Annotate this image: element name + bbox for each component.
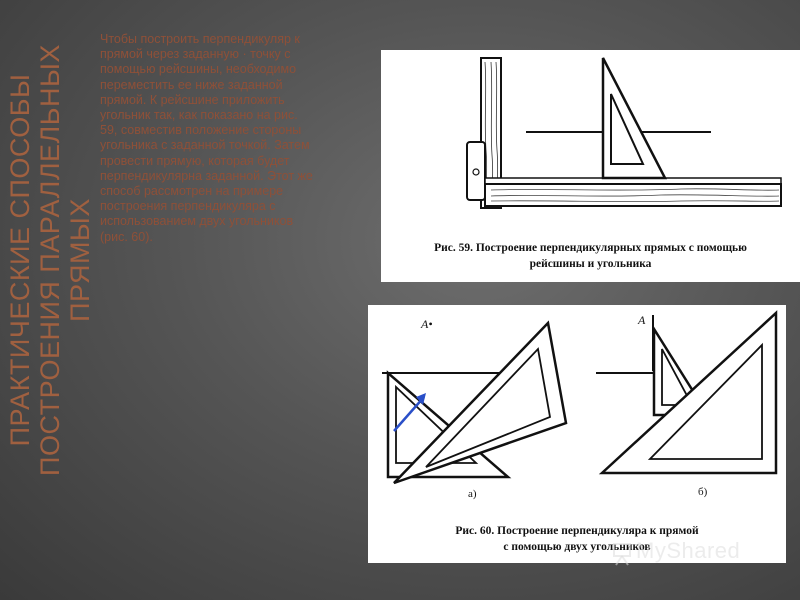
figure-59-caption-line2: рейсшины и угольника	[529, 258, 652, 270]
watermark-easel-icon	[612, 542, 632, 566]
figure-60a-point-label: A•	[421, 317, 433, 331]
figure-59	[381, 50, 800, 282]
figure-59-caption	[381, 240, 800, 272]
figure-60-drawing	[368, 305, 786, 505]
figure-60-caption-line2: с помощью двух угольников	[503, 541, 651, 553]
figure-60a-label: а)	[468, 488, 477, 500]
figure-60	[368, 305, 786, 563]
figure-59-caption-line1: Рис. 59. Построение перпендикулярных прямых с помощью	[434, 242, 747, 254]
watermark-text: MyShared	[636, 538, 741, 563]
title-area	[0, 0, 100, 600]
slide-body-text: Чтобы построить перпендикуляр к прямой через заданную · точку с помощью рейсшины, необходимо переместить ее ниже заданной прямой. К рейсшине приложить угольник так, как показано на рис. 59, совместив положение стороны угольника с заданной точкой. Затем провести прямую, которая будет перпендикулярна заданной. Этот же способ рассмотрен на примере построения перпендикуляра с использованием двух угольников (рис. 60).	[100, 32, 313, 244]
figure-60-caption-line1: Рис. 60. Построение перпендикуляра к прямой	[455, 525, 699, 537]
figure-60b-point-label: A	[638, 313, 646, 327]
figure-59-drawing	[381, 50, 800, 240]
figure-60b-label: б)	[698, 486, 708, 498]
slide-title: ПРАКТИЧЕСКИЕ СПОСОБЫ ПОСТРОЕНИЯ ПАРАЛЛЕЛЬНЫХ ПРЯМЫХ	[5, 44, 95, 476]
